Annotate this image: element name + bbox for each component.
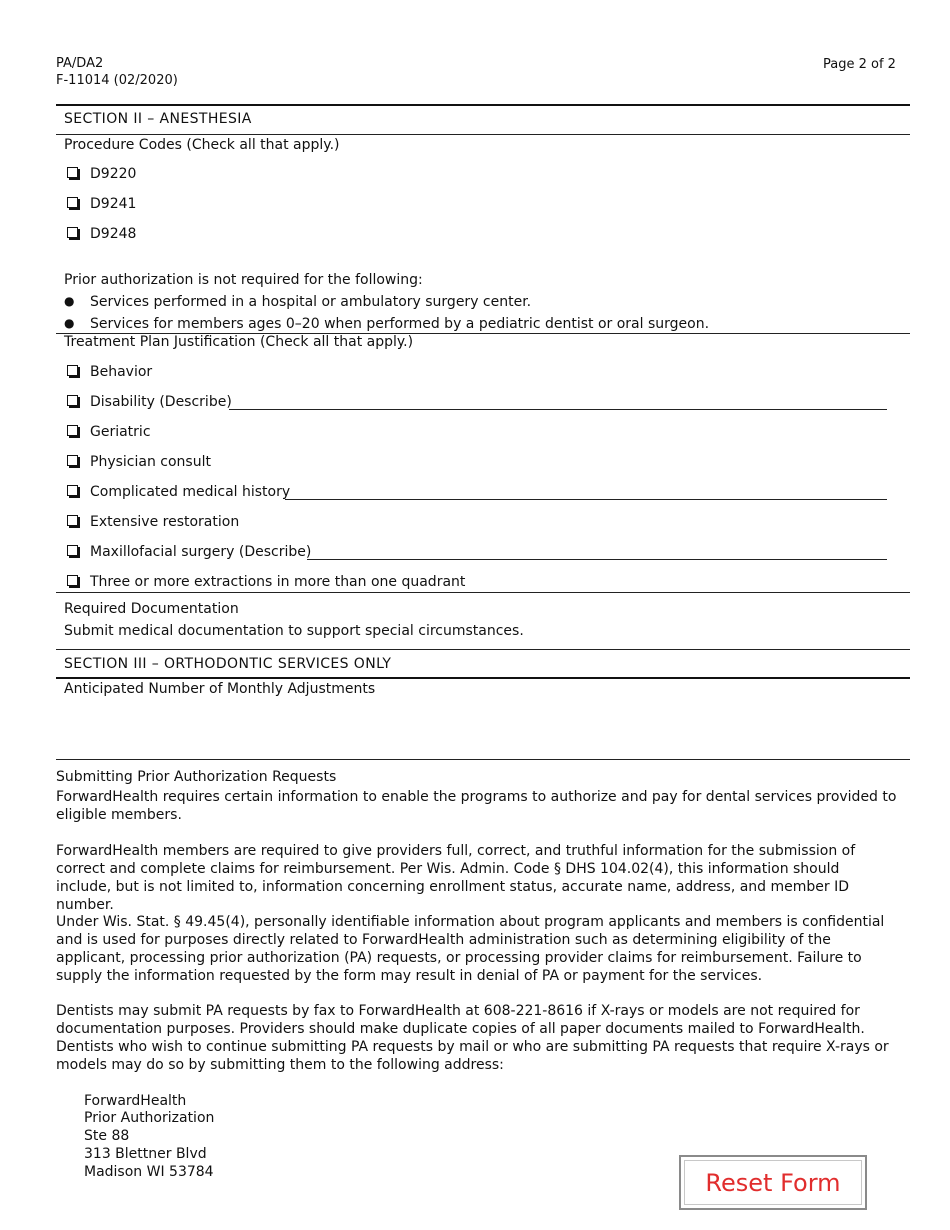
submitting-title: Submitting Prior Authorization Requests <box>56 769 337 785</box>
section-3-title: SECTION III – ORTHODONTIC SERVICES ONLY <box>64 656 392 672</box>
address-line-5: Madison WI 53784 <box>84 1164 214 1180</box>
checkbox-d9241[interactable] <box>67 197 78 208</box>
code-label-d9241: D9241 <box>90 196 137 212</box>
bullet-icon: ● <box>64 316 75 330</box>
checkbox-d9248[interactable] <box>67 227 78 238</box>
bullet-item-pediatric: Services for members ages 0–20 when performed by a pediatric dentist or oral surgeon. <box>90 316 710 332</box>
checkbox-complicated-medical-history[interactable] <box>67 485 78 496</box>
section-2-title-rule <box>56 134 910 135</box>
justification-complicated-medical-history: Complicated medical history <box>90 484 291 500</box>
medical-history-field[interactable] <box>285 499 887 500</box>
required-doc-label: Required Documentation <box>64 601 239 617</box>
address-line-1: ForwardHealth <box>84 1093 187 1109</box>
submitting-paragraph-2: ForwardHealth members are required to give providers full, correct, and truthful information for the submission of correct and complete claims for reimbursement. Per Wis. Admin. Code § DHS 104.02(4), this information should include, but is not limited to, information concerning enrollment status, accurate name, address, and member ID number. <box>56 843 856 913</box>
reset-form-button[interactable]: Reset Form <box>679 1155 867 1210</box>
submitting-paragraph-1: ForwardHealth requires certain information to enable the programs to authorize and pay for dental services provided to eligible members. <box>56 789 897 823</box>
section-2-top-rule <box>56 104 910 106</box>
maxillofacial-describe-field[interactable] <box>307 559 887 560</box>
address-line-2: Prior Authorization <box>84 1110 215 1126</box>
code-label-d9220: D9220 <box>90 166 137 182</box>
code-label-d9248: D9248 <box>90 226 137 242</box>
justification-geriatric: Geriatric <box>90 424 151 440</box>
section-3-bottom-rule <box>56 759 910 760</box>
not-required-intro: Prior authorization is not required for the following: <box>64 272 423 288</box>
checkbox-geriatric[interactable] <box>67 425 78 436</box>
address-line-3: Ste 88 <box>84 1128 130 1144</box>
justification-behavior: Behavior <box>90 364 153 380</box>
checkbox-extensive-restoration[interactable] <box>67 515 78 526</box>
justification-extensive-restoration: Extensive restoration <box>90 514 240 530</box>
checkbox-d9220[interactable] <box>67 167 78 178</box>
justification-disability: Disability (Describe) <box>90 394 232 410</box>
justification-label: Treatment Plan Justification (Check all that apply.) <box>64 334 414 350</box>
address-line-4: 313 Blettner Blvd <box>84 1146 207 1162</box>
submitting-paragraph-3: Under Wis. Stat. § 49.45(4), personally identifiable information about program applicants and members is confidential and is used for purposes directly related to ForwardHealth administration such as determining eligibility of the applicant, processing prior authorization (PA) requests, or processing provider claims for reimbursement. Failure to supply the information requested by the form may result in denial of PA or payment for the services. <box>56 914 885 984</box>
checkbox-disability[interactable] <box>67 395 78 406</box>
form-number: F-11014 (02/2020) <box>56 73 178 88</box>
monthly-adjustments-label: Anticipated Number of Monthly Adjustments <box>64 681 376 697</box>
justification-physician-consult: Physician consult <box>90 454 211 470</box>
checkbox-three-or-more-extractions[interactable] <box>67 575 78 586</box>
bullet-item-hospital: Services performed in a hospital or ambulatory surgery center. <box>90 294 532 310</box>
bullet-icon: ● <box>64 294 75 308</box>
checkbox-behavior[interactable] <box>67 365 78 376</box>
checkbox-physician-consult[interactable] <box>67 455 78 466</box>
checkbox-maxillofacial-surgery[interactable] <box>67 545 78 556</box>
section-3-title-rule <box>56 677 910 679</box>
required-doc-text: Submit medical documentation to support special circumstances. <box>64 623 524 639</box>
section-2-title: SECTION II – ANESTHESIA <box>64 111 252 127</box>
submitting-paragraph-4: Dentists may submit PA requests by fax to ForwardHealth at 608-221-8616 if X-rays or models are not required for documentation purposes. Providers should make duplicate copies of all paper documents mailed to ForwardHealth. Dentists who wish to continue submitting PA requests by mail or who are submitting PA requests that require X-rays or models may do so by submitting them to the following address: <box>56 1003 889 1073</box>
justification-maxillofacial-surgery: Maxillofacial surgery (Describe) <box>90 544 312 560</box>
form-code: PA/DA2 <box>56 56 104 71</box>
page-number: Page 2 of 2 <box>823 57 896 72</box>
procedure-codes-label: Procedure Codes (Check all that apply.) <box>64 137 340 153</box>
section-3-top-rule <box>56 649 910 650</box>
disability-describe-field[interactable] <box>229 409 887 410</box>
required-doc-rule <box>56 592 910 593</box>
justification-three-or-more-extractions: Three or more extractions in more than one quadrant <box>90 574 466 590</box>
